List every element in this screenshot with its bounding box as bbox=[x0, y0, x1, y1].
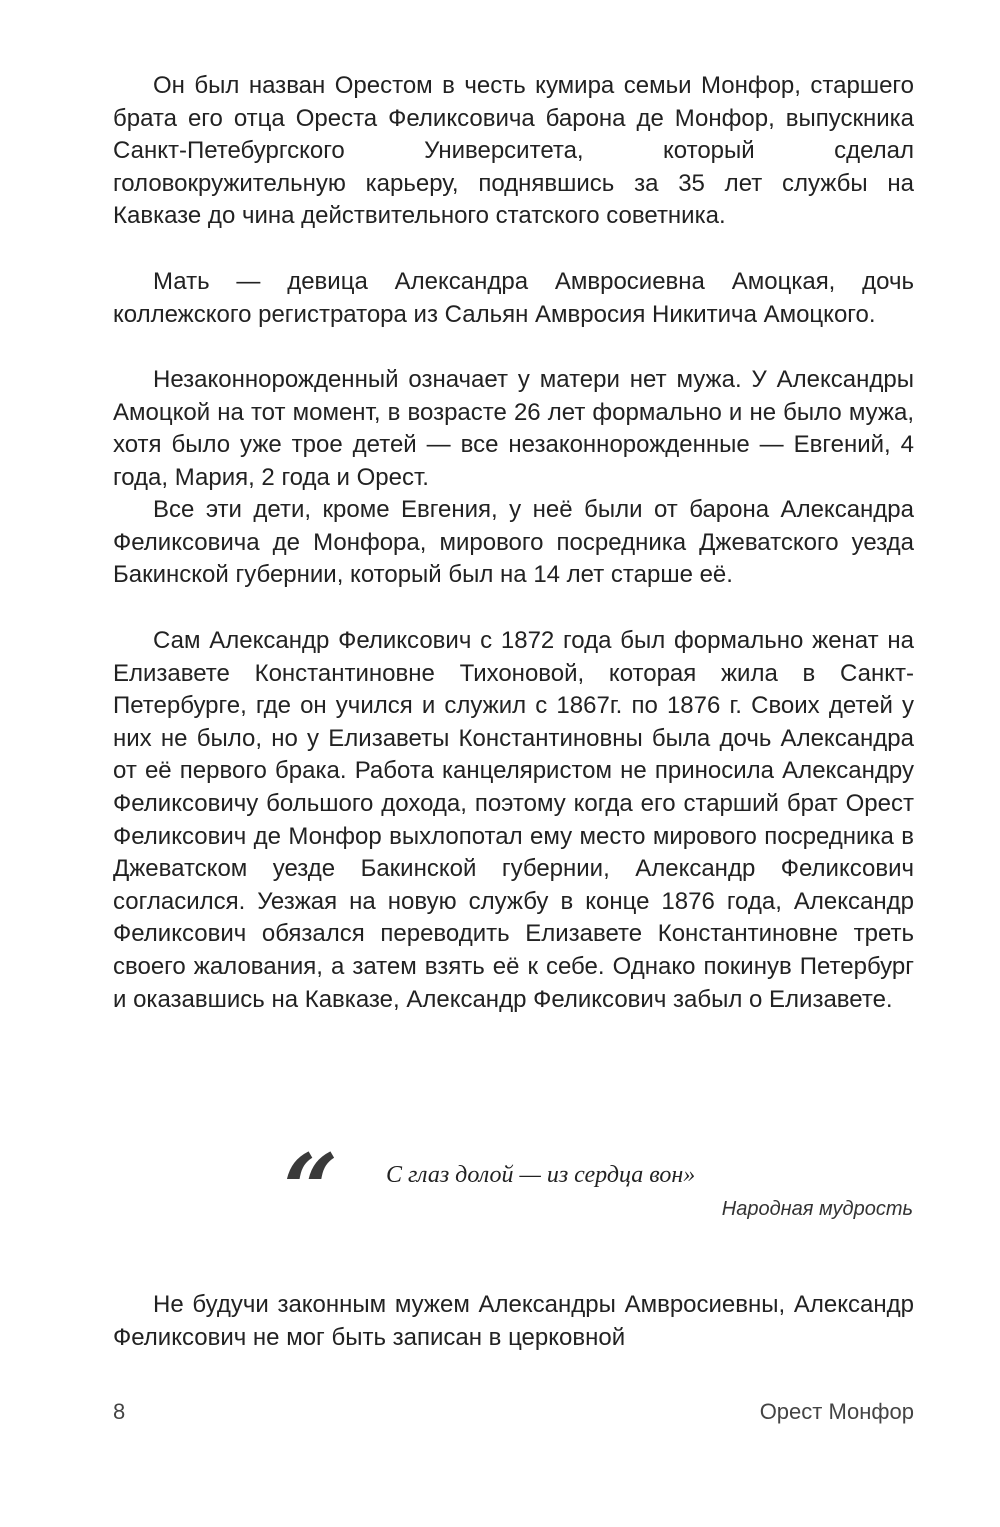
epigraph-source: Народная мудрость bbox=[721, 1198, 913, 1220]
page-number: 8 bbox=[113, 1399, 126, 1424]
quote-mark-icon: “ bbox=[283, 1133, 339, 1246]
body-paragraph-1: Он был назван Орестом в честь кумира семьи Монфор, старшего брата его отца Ореста Феликсовича барона де Монфор, выпускника Санкт-Петебургского Университета, который сделал головокружительную карьеру, поднявшись за 35 лет службы на Кавказе до чина действительного статского советника. bbox=[113, 72, 914, 230]
body-paragraph-4: Все эти дети, кроме Евгения, у неё были от барона Александра Феликсовича де Монфора, мирового посредника Джеватского уезда Бакинской губернии, который был на 14 лет старше её. bbox=[113, 496, 914, 589]
body-paragraph-5: Сам Александр Феликсович с 1872 года был формально женат на Елизавете Константиновне Тихоновой, которая жила в Санкт-Петербурге, где он учился и служил с 1867г. по 1876 г. Своих детей у них не было, но у Елизаветы Константиновны была дочь Александра от её первого брака. Работа канцеляристом не приносила Александру Феликсовичу большого дохода, поэтому когда его старший брат Орест Феликсович де Монфор выхлопотал ему место мирового посредника в Джеватском уезде Бакинской губернии, Александр Феликсович согласился. Уезжая на новую службу в конце 1876 года, Александр Феликсович обязался переводить Елизавете Константиновне треть своего жалования, а затем взять её к себе. Однако покинув Петербург и оказавшись на Кавказе, Александр Феликсович забыл о Елизавете. bbox=[113, 627, 914, 1013]
running-title: Орест Монфор bbox=[759, 1399, 914, 1424]
body-paragraph-2: Мать — девица Александра Амвросиевна Амоцкая, дочь коллежского регистратора из Сальян Амвросия Никитича Амоцкого. bbox=[113, 268, 914, 328]
body-paragraph-3: Незаконнорожденный означает у матери нет мужа. У Александры Амоцкой на тот момент, в возрасте 26 лет формально и не было мужа, хотя было уже трое детей — все незаконнорожденные — Евгений, 4 года, Мария, 2 года и Орест. bbox=[113, 366, 914, 491]
epigraph-quote: С глаз долой — из сердца вон» bbox=[386, 1162, 696, 1188]
body-paragraph-6: Не будучи законным мужем Александры Амвросиевны, Александр Феликсович не мог быть записан в церковной bbox=[113, 1291, 914, 1351]
